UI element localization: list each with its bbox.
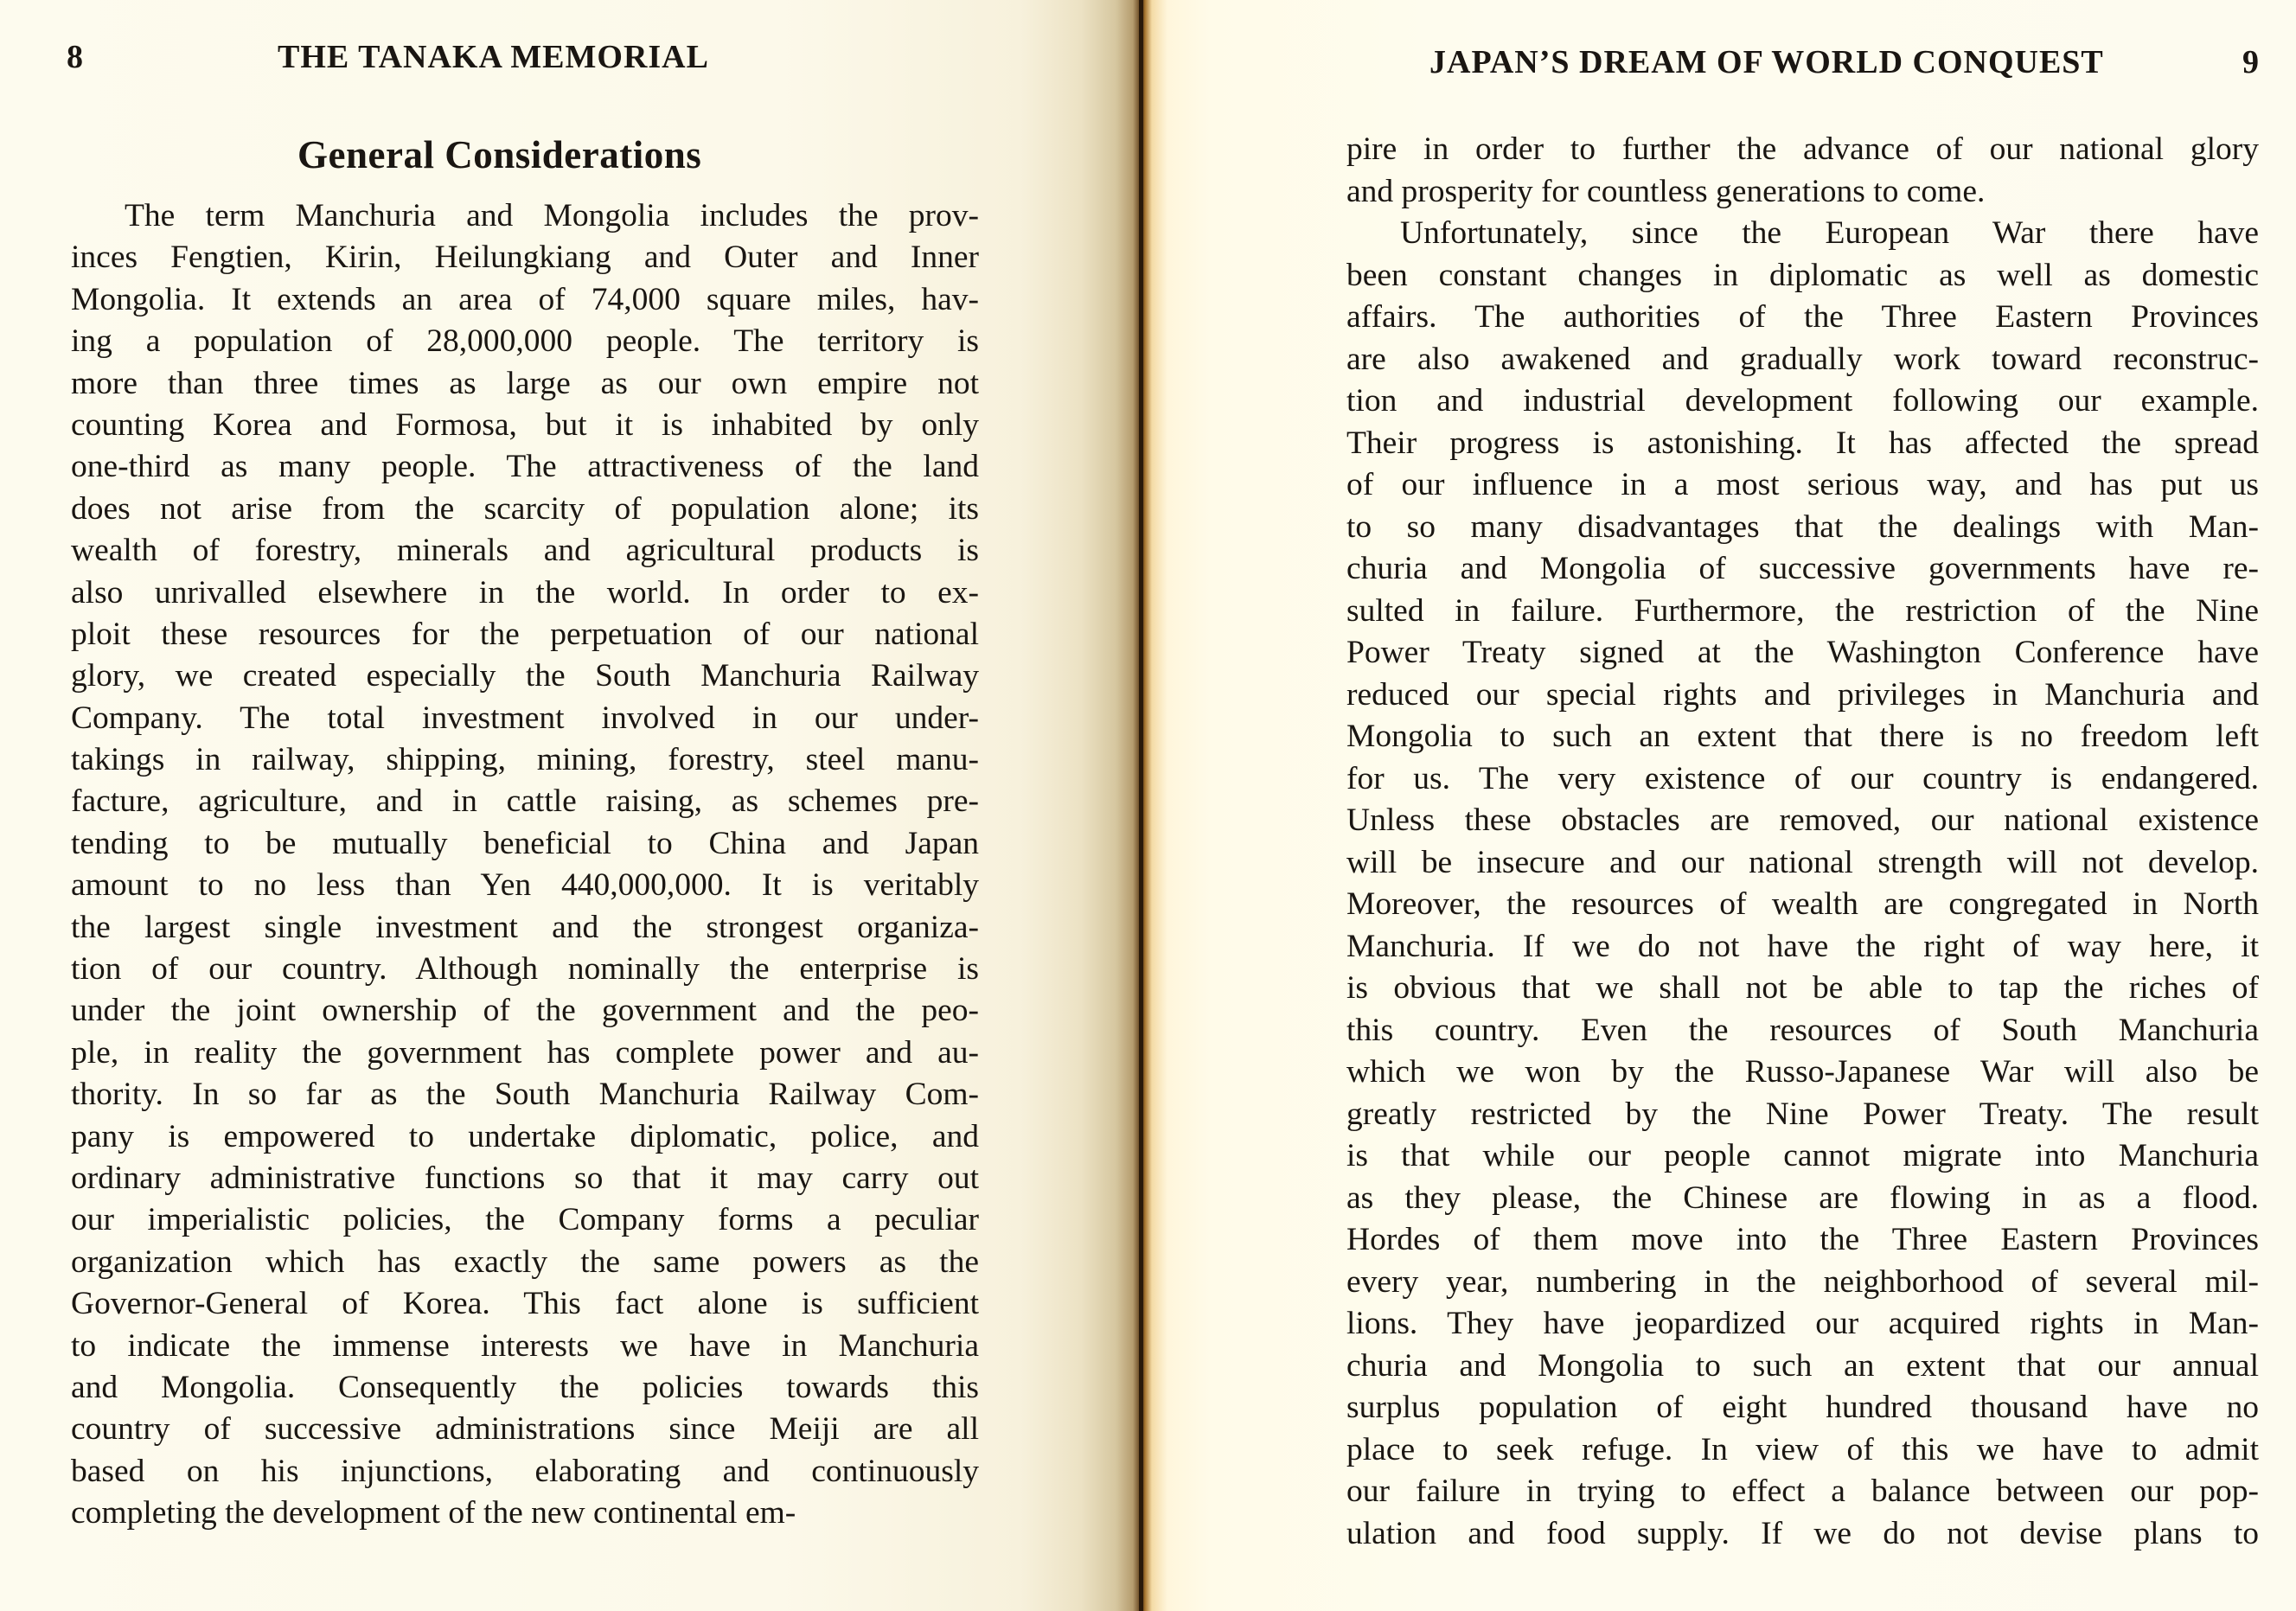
text-line: country of successive administrations since Meiji are all: [71, 1411, 979, 1448]
text-line: our imperialistic policies, the Company forms a peculiar: [71, 1202, 979, 1238]
text-line: lions. They have jeopardized our acquired rights in Man-: [1346, 1306, 2259, 1341]
text-line: inces Fengtien, Kirin, Heilungkiang and Outer and Inner: [71, 240, 979, 276]
text-line: ing a population of 28,000,000 people. The territory is: [71, 323, 979, 360]
text-line: every year, numbering in the neighborhood of several mil-: [1346, 1263, 2259, 1300]
text-line: of our influence in a most serious way, and has put us: [1346, 467, 2259, 502]
left-page-body: [71, 195, 979, 1535]
running-head-left: THE TANAKA MEMORIAL: [278, 39, 709, 75]
text-line: affairs. The authorities of the Three Eastern Provinces: [1346, 299, 2259, 335]
text-line: greatly restricted by the Nine Power Treaty. The result: [1346, 1096, 2259, 1132]
text-line: under the joint ownership of the government and the peo-: [71, 993, 979, 1029]
text-line: Unless these obstacles are removed, our national existence: [1346, 802, 2259, 838]
text-line: thority. In so far as the South Manchuria Railway Com-: [71, 1077, 979, 1113]
text-line: glory, we created especially the South Manchuria Railway: [71, 658, 979, 694]
running-head-right: JAPAN’S DREAM OF WORLD CONQUEST: [1429, 44, 2104, 80]
text-line: and Mongolia. Consequently the policies towards this: [71, 1369, 979, 1405]
text-line: completing the development of the new continental em-: [71, 1495, 796, 1531]
text-line: Manchuria. If we do not have the right of way here, it: [1346, 928, 2259, 964]
text-line: Their progress is astonishing. It has affected the spread: [1346, 425, 2259, 461]
text-line: ple, in reality the government has complete power and au-: [71, 1034, 979, 1071]
text-line: Mongolia. It extends an area of 74,000 square miles, hav-: [71, 281, 979, 317]
section-heading: General Considerations: [297, 133, 702, 176]
text-line: been constant changes in diplomatic as well as domestic: [1346, 257, 2259, 293]
text-line: organization which has exactly the same powers as the: [71, 1243, 979, 1280]
text-line: surplus population of eight hundred thousand have no: [1346, 1390, 2259, 1425]
text-line: pany is empowered to undertake diplomatic, police, and: [71, 1118, 979, 1154]
text-line: wealth of forestry, minerals and agricultural products is: [71, 533, 979, 569]
right-page: [1142, 0, 2296, 1611]
text-line: Hordes of them move into the Three Eastern Provinces: [1346, 1222, 2259, 1257]
text-line: as they please, the Chinese are flowing in as a flood.: [1346, 1179, 2259, 1216]
text-line: churia and Mongolia of successive governments have re-: [1346, 551, 2259, 586]
text-line: to indicate the immense interests we have in Manchuria: [71, 1327, 979, 1364]
text-line: tion of our country. Although nominally the enterprise is: [71, 951, 979, 988]
text-line: our failure in trying to effect a balance between our pop-: [1346, 1474, 2259, 1509]
text-line: pire in order to further the advance of our national glory: [1346, 131, 2259, 167]
text-line: one-third as many people. The attractiveness of the land: [71, 449, 979, 485]
text-line: ploit these resources for the perpetuation of our national: [71, 616, 979, 652]
text-line: Unfortunately, since the European War there have: [1400, 215, 2259, 251]
text-line: takings in railway, shipping, mining, forestry, steel manu-: [71, 742, 979, 778]
text-line: and prosperity for countless generations to come.: [1346, 173, 1986, 209]
text-line: are also awakened and gradually work toward reconstruc-: [1346, 341, 2259, 377]
text-line: facture, agriculture, and in cattle raising, as schemes pre-: [71, 783, 979, 820]
text-line: does not arise from the scarcity of population alone; its: [71, 490, 979, 527]
text-line: tion and industrial development following our example.: [1346, 383, 2259, 419]
text-line: Mongolia to such an extent that there is no freedom left: [1346, 719, 2259, 754]
text-line: ulation and food supply. If we do not devise plans to: [1346, 1515, 2259, 1551]
text-line: the largest single investment and the strongest organiza-: [71, 909, 979, 945]
text-line: to so many disadvantages that the dealings with Man-: [1346, 508, 2259, 545]
text-line: ordinary administrative functions so that it may carry out: [71, 1160, 979, 1196]
text-line: is that while our people cannot migrate into Manchuria: [1346, 1138, 2259, 1173]
text-line: Company. The total investment involved in our under-: [71, 700, 979, 736]
text-line: Moreover, the resources of wealth are congregated in North: [1346, 886, 2259, 922]
text-line: sulted in failure. Furthermore, the restriction of the Nine: [1346, 592, 2259, 629]
text-line: for us. The very existence of our country is endangered.: [1346, 760, 2259, 796]
text-line: more than three times as large as our own empire not: [71, 365, 979, 401]
text-line: churia and Mongolia to such an extent that our annual: [1346, 1347, 2259, 1384]
book-gutter: [1139, 0, 1143, 1611]
text-line: counting Korea and Formosa, but it is inhabited by only: [71, 406, 979, 443]
text-line: place to seek refuge. In view of this we have to admit: [1346, 1431, 2259, 1467]
text-line: is obvious that we shall not be able to tap the riches of: [1346, 970, 2259, 1006]
text-line: also unrivalled elsewhere in the world. In order to ex-: [71, 574, 979, 611]
text-line: amount to no less than Yen 440,000,000. It is veritably: [71, 867, 979, 904]
text-line: The term Manchuria and Mongolia includes the prov-: [125, 198, 979, 233]
text-line: based on his injunctions, elaborating and continuously: [71, 1453, 979, 1489]
text-line: will be insecure and our national strength will not develop.: [1346, 844, 2259, 880]
text-line: Governor-General of Korea. This fact alone is sufficient: [71, 1286, 979, 1322]
text-line: reduced our special rights and privileges in Manchuria and: [1346, 676, 2259, 713]
page-number-left: 8: [67, 39, 83, 75]
text-line: Power Treaty signed at the Washington Conference have: [1346, 635, 2259, 670]
left-page: [0, 0, 1142, 1611]
text-line: which we won by the Russo-Japanese War will also be: [1346, 1054, 2259, 1090]
text-line: this country. Even the resources of South Manchuria: [1346, 1012, 2259, 1048]
right-page-body: [1346, 129, 2259, 1555]
text-line: tending to be mutually beneficial to China and Japan: [71, 825, 979, 861]
page-number-right: 9: [2242, 44, 2259, 80]
